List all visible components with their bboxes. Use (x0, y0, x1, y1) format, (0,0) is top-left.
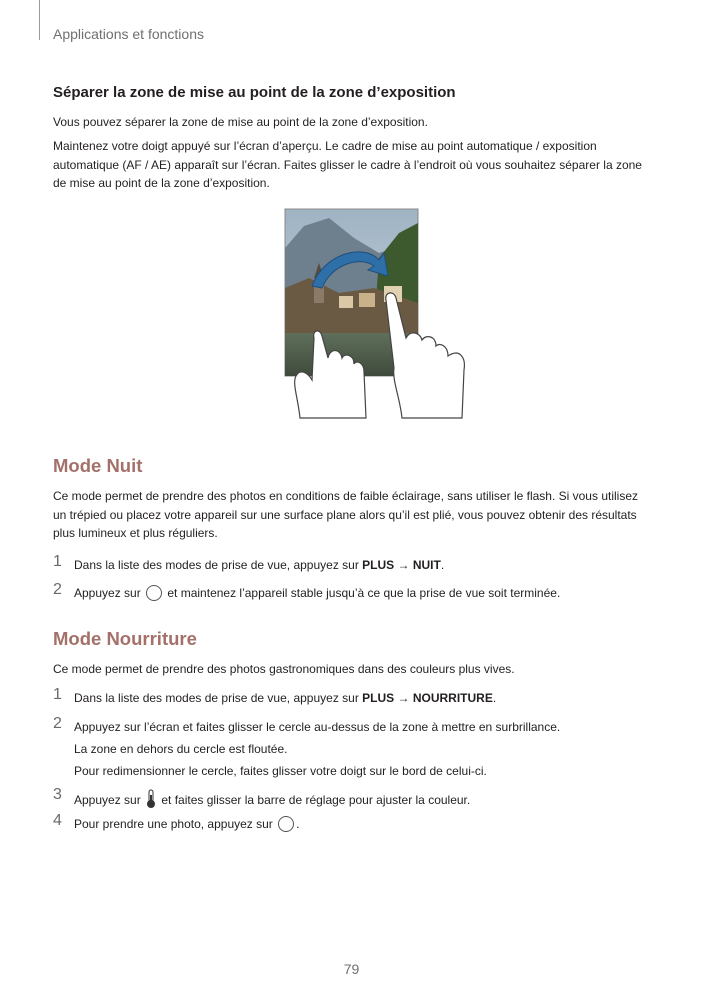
section-title-focus: Séparer la zone de mise au point de la zone d’exposition (53, 84, 456, 101)
night-intro-line-3: plus lumineux et plus réguliers. (53, 526, 218, 540)
step-number: 4 (53, 812, 62, 829)
focus-paragraph-2-line-2: automatique (AF / AE) apparaît sur l’écran. Faites glisser le cadre à l’endroit où vous souhaitez séparer la zone (53, 157, 642, 172)
step-number: 2 (53, 581, 62, 598)
night-intro (53, 487, 653, 543)
step-text: Appuyez sur et maintenez l’appareil stable jusqu’à ce que la prise de vue soit terminée. (74, 586, 561, 600)
focus-paragraph-2-line-1: Maintenez votre doigt appuyé sur l’écran d’aperçu. Le cadre de mise au point automatique / exposition (53, 139, 597, 153)
focus-paragraph-1: Vous pouvez séparer la zone de mise au point de la zone d’exposition. (53, 115, 428, 129)
focus-paragraph-2-line-3: de mise au point de la zone d’exposition. (53, 176, 270, 190)
running-header: Applications et fonctions (53, 26, 204, 42)
step-text: Appuyez sur l’écran et faites glisser le cercle au-dessus de la zone à mettre en surbrillance. (74, 720, 561, 734)
step-text: Dans la liste des modes de prise de vue, appuyez sur PLUS → NOURRITURE. (74, 691, 497, 705)
header-rule (39, 0, 40, 40)
shutter-circle-icon (278, 816, 294, 832)
step-number: 2 (53, 715, 62, 732)
step-text: Pour prendre une photo, appuyez sur . (74, 817, 300, 831)
step-number: 1 (53, 686, 62, 703)
section-title-night: Mode Nuit (53, 455, 143, 476)
step-text: Dans la liste des modes de prise de vue, appuyez sur PLUS → NUIT. (74, 558, 445, 572)
page-number: 79 (343, 961, 360, 977)
food-intro: Ce mode permet de prendre des photos gastronomiques dans des couleurs plus vives. (53, 662, 515, 676)
night-intro-line-1: Ce mode permet de prendre des photos en conditions de faible éclairage, sans utiliser le flash. Si vous utilisez (53, 489, 638, 503)
night-intro-line-2: un trépied ou placez votre appareil sur une surface plane alors qu’il est plié, vous pouvez obtenir des résultats (53, 507, 637, 522)
food-step-2-note-2: Pour redimensionner le cercle, faites glisser votre doigt sur le bord de celui-ci. (74, 764, 487, 778)
right-hand-icon (386, 293, 465, 418)
step-number: 3 (53, 786, 62, 803)
food-step-2-note-1: La zone en dehors du cercle est floutée. (74, 742, 288, 756)
thermometer-icon (146, 789, 156, 809)
step-text: Appuyez sur et faites glisser la barre de réglage pour ajuster la couleur. (74, 789, 470, 809)
section-title-food: Mode Nourriture (53, 628, 197, 649)
step-number: 1 (53, 553, 62, 570)
shutter-circle-icon (146, 585, 162, 601)
focus-paragraph-2 (53, 137, 653, 193)
focus-exposure-illustration (284, 208, 470, 420)
